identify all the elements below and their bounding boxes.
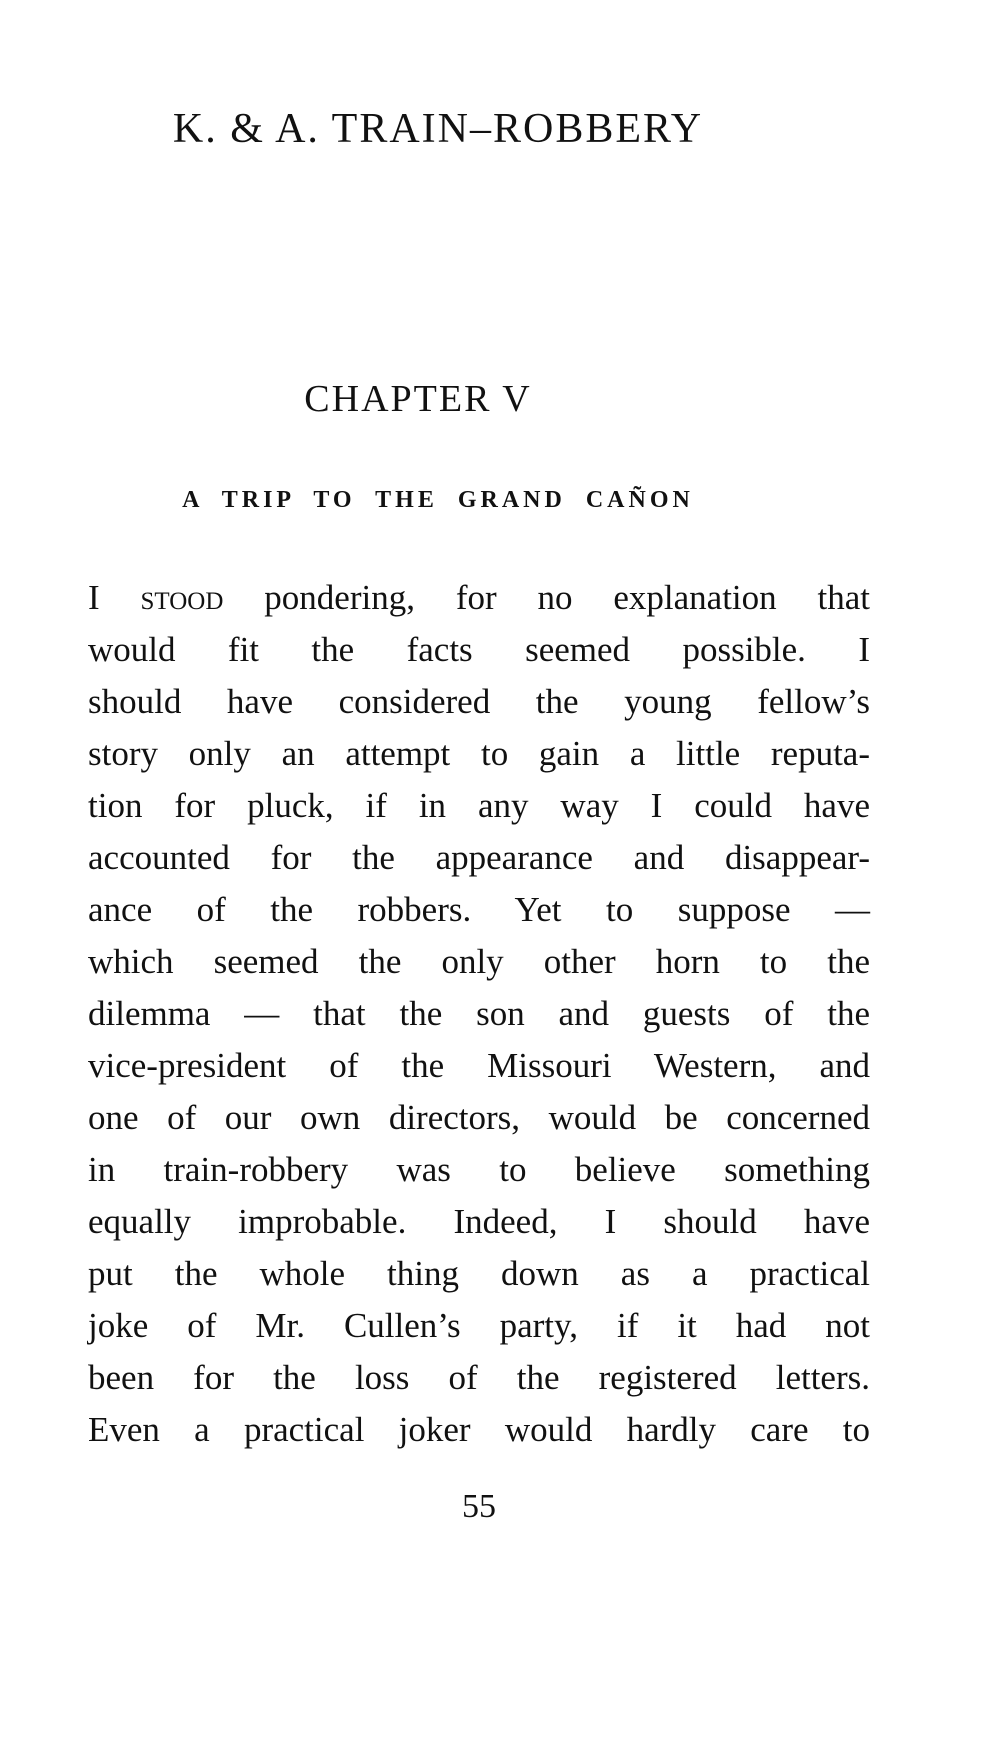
text-line: put the whole thing down as a practical [88,1254,870,1293]
text-line: tion for pluck, if in any way I could have [88,786,870,825]
text-line: been for the loss of the registered letters. [88,1358,870,1397]
running-head: K. & A. TRAIN–ROBBERY [172,106,704,152]
text-line: Even a practical joker would hardly care to [88,1410,870,1449]
text-line: should have considered the young fellow’s [88,682,870,721]
text-line: joke of Mr. Cullen’s party, if it had not [88,1306,870,1345]
text-line: story only an attempt to gain a little reputa- [88,734,870,773]
text-line: one of our own directors, would be concerned [88,1098,870,1137]
text-line: which seemed the only other horn to the [88,942,870,981]
text-line [88,572,870,624]
text-line: equally improbable. Indeed, I should have [88,1202,870,1241]
text-line: accounted for the appearance and disappear- [88,838,870,877]
chapter-number: CHAPTER V [304,378,532,420]
chapter-title: A TRIP TO THE GRAND CAÑON [182,487,694,513]
text-line: would fit the facts seemed possible. I [88,630,870,669]
initial-word: I [88,578,100,617]
page-number: 55 [462,1488,496,1525]
text-line: ance of the robbers. Yet to suppose — [88,890,870,929]
text-line: dilemma — that the son and guests of the [88,994,870,1033]
smallcaps-word: stood [140,578,224,617]
body-text [88,572,870,1456]
text-line: vice-president of the Missouri Western, and [88,1046,870,1085]
text-line: in train-robbery was to believe something [88,1150,870,1189]
first-line-rest: pondering, for no explanation that [264,578,871,617]
